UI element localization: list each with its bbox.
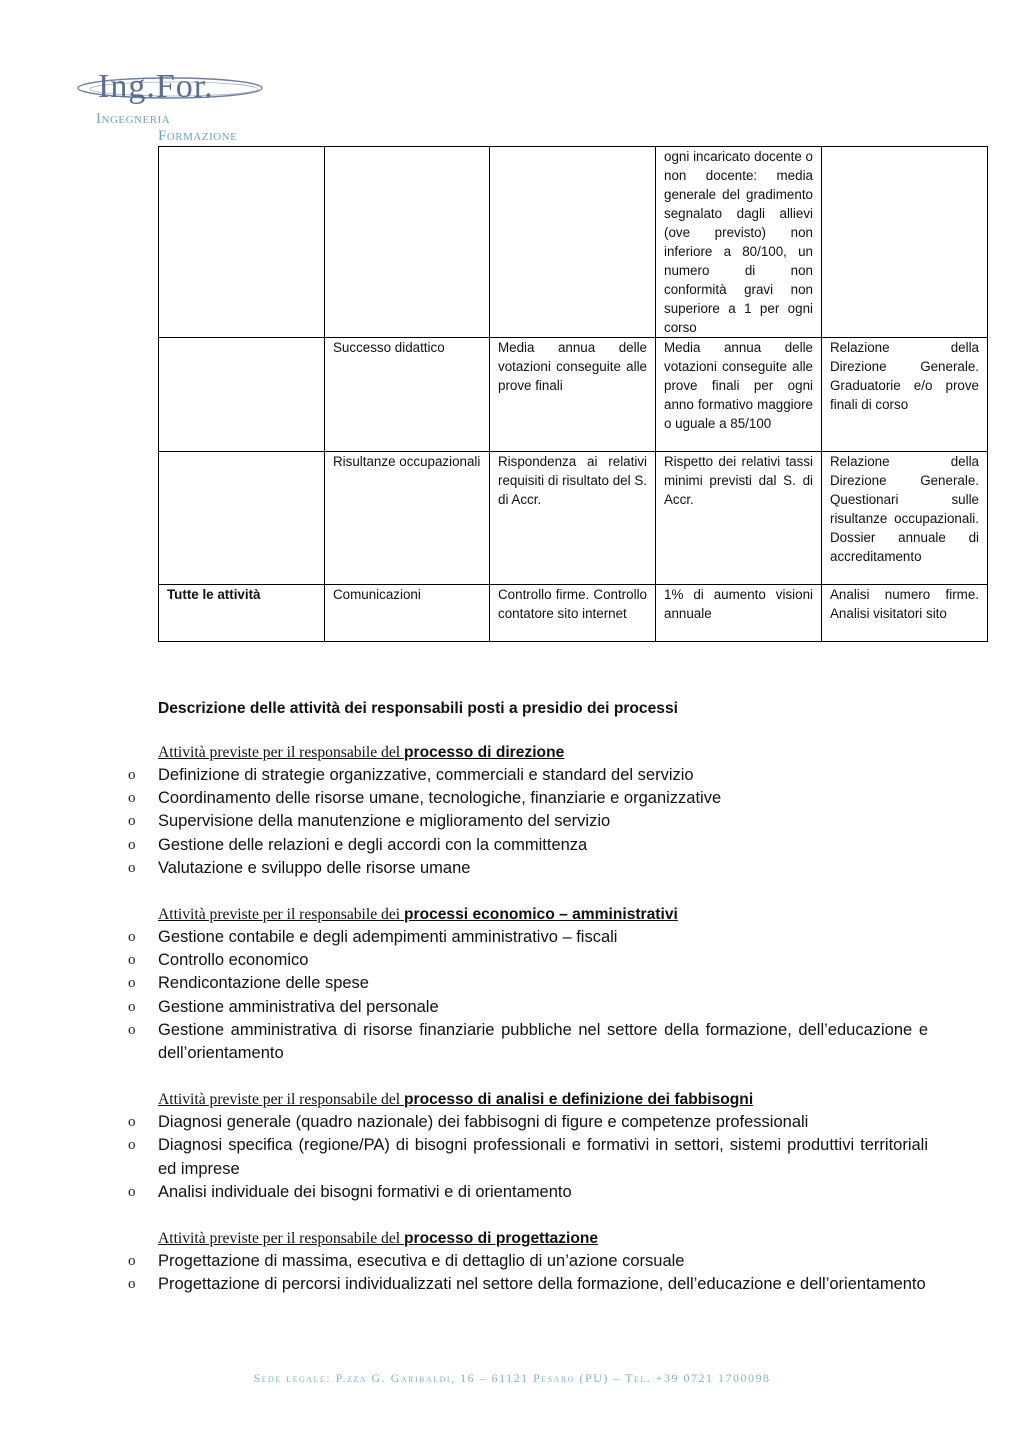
bullet-circle-icon: o [128, 975, 136, 992]
list-item-text: Valutazione e sviluppo delle risorse umane [158, 858, 471, 877]
table-row [159, 452, 988, 585]
table-row [159, 585, 988, 642]
table-cell: Rispetto dei relativi tassi minimi previsti dal S. di Accr. [656, 452, 822, 585]
table-cell: Risultanze occupazionali [325, 452, 490, 585]
process-name: processo di analisi e definizione dei fabbisogni [403, 1091, 754, 1109]
bullet-circle-icon: o [128, 859, 136, 876]
table-cell: Relazione della Direzione Generale. Questionari sulle risultanze occupazionali. Dossier annuale di accreditamento [822, 452, 988, 585]
kpi-table [158, 146, 988, 642]
process-section [128, 903, 928, 1065]
section-heading: Descrizione delle attività dei responsabili posti a presidio dei processi [158, 700, 678, 717]
process-name: processo di progettazione [403, 1230, 599, 1248]
activity-list [128, 1111, 928, 1204]
list-item-text: Gestione contabile e degli adempimenti amministrativo – fiscali [158, 928, 618, 947]
bullet-circle-icon: o [128, 1021, 136, 1038]
subheading-prefix: Attività previste per il responsabile del [158, 1091, 404, 1109]
list-item-text: Gestione delle relazioni e degli accordi con la committenza [158, 835, 588, 854]
process-subheading [158, 1227, 928, 1250]
process-subheading [158, 903, 928, 926]
logo-tagline-1: Ingegneria [96, 111, 171, 127]
bullet-circle-icon: o [128, 813, 136, 830]
list-item [128, 857, 928, 880]
list-item [128, 1250, 928, 1273]
activity-list [128, 764, 928, 880]
process-name: processo di direzione [403, 744, 565, 761]
table-cell: Rispondenza ai relativi requisiti di risultato del S. di Accr. [490, 452, 656, 585]
list-item [128, 949, 928, 972]
bullet-circle-icon: o [128, 1253, 136, 1270]
subheading-prefix: Attività previste per il responsabile del [158, 1230, 404, 1248]
list-item-text: Diagnosi generale (quadro nazionale) dei fabbisogni di figure e competenze professionali [158, 1113, 809, 1132]
list-item [128, 1181, 928, 1204]
activity-list [128, 1250, 928, 1296]
bullet-circle-icon: o [128, 836, 136, 853]
bullet-circle-icon: o [128, 1276, 136, 1293]
process-section [128, 1227, 928, 1296]
list-item-text: Analisi individuale dei bisogni formativi e di orientamento [158, 1182, 572, 1201]
list-item-text: Coordinamento delle risorse umane, tecnologiche, finanziarie e organizzative [158, 789, 722, 808]
page-footer: Sede legale: P.zza G. Garibaldi, 16 – 61121 Pesaro (PU) – Tel. +39 0721 1700098 [253, 1371, 771, 1385]
list-item [128, 1134, 928, 1180]
list-item-text: Gestione amministrativa del personale [158, 997, 439, 1016]
list-item-text: Progettazione di massima, esecutiva e di dettaglio di un’azione corsuale [158, 1252, 685, 1271]
list-item-text: Diagnosi specifica (regione/PA) di bisogni professionali e formativi in settori, sistemi produttivi territoriali ed imprese [158, 1136, 928, 1178]
table-cell [159, 338, 325, 452]
subheading-prefix: Attività previste per il responsabile dei [158, 906, 404, 924]
table-cell: Analisi numero firme. Analisi visitatori sito [822, 585, 988, 642]
table-cell: Media annua delle votazioni conseguite alle prove finali [490, 338, 656, 452]
bullet-circle-icon: o [128, 1137, 136, 1154]
process-subheading [158, 1088, 928, 1111]
bullet-circle-icon: o [128, 767, 136, 783]
process-section [128, 1088, 928, 1204]
company-logo [70, 62, 270, 146]
bullet-circle-icon: o [128, 998, 136, 1015]
process-subheading [158, 741, 928, 764]
list-item [128, 787, 928, 810]
list-item-text: Supervisione della manutenzione e miglioramento del servizio [158, 812, 611, 831]
table-cell [490, 147, 656, 338]
list-item-text: Definizione di strategie organizzative, commerciali e standard del servizio [158, 766, 694, 784]
subheading-prefix: Attività previste per il responsabile del [158, 744, 404, 761]
logo-tagline-2: Formazione [158, 128, 238, 144]
list-item [128, 926, 928, 949]
bullet-circle-icon: o [128, 1183, 136, 1200]
list-item-text: Gestione amministrativa di risorse finanziarie pubbliche nel settore della formazione, dell’educazione e dell’orientamento [158, 1020, 928, 1063]
table-row [159, 147, 988, 338]
bullet-circle-icon: o [128, 929, 136, 946]
table-cell [325, 147, 490, 338]
table-cell [822, 147, 988, 338]
table-cell: Controllo firme. Controllo contatore sito internet [490, 585, 656, 642]
bullet-circle-icon: o [128, 952, 136, 969]
list-item [128, 996, 928, 1019]
list-item-text: Controllo economico [158, 951, 309, 970]
table-cell: Media annua delle votazioni conseguite alle prove finali per ogni anno formativo maggiore o uguale a 85/100 [656, 338, 822, 452]
list-item [128, 972, 928, 995]
list-item-text: Progettazione di percorsi individualizzati nel settore della formazione, dell’educazione e dell’orientamento [158, 1275, 926, 1294]
table-cell: Relazione della Direzione Generale. Graduatorie e/o prove finali di corso [822, 338, 988, 452]
list-item [128, 1273, 928, 1296]
list-item [128, 764, 928, 787]
logo-wordmark: Ing.For. [98, 68, 214, 105]
table-cell [159, 452, 325, 585]
table-cell: Comunicazioni [325, 585, 490, 642]
list-item-text: Rendicontazione delle spese [158, 974, 369, 993]
table-cell: Successo didattico [325, 338, 490, 452]
list-item [128, 1019, 928, 1065]
table-cell: ogni incaricato docente o non docente: media generale del gradimento segnalato dagli allievi (ove previsto) non inferiore a 80/100, un numero di non conformità gravi non superiore a 1 per ogni corso [656, 147, 822, 338]
bullet-circle-icon: o [128, 790, 136, 807]
table-cell [159, 147, 325, 338]
table-cell: Tutte le attività [159, 585, 325, 642]
list-item [128, 834, 928, 857]
table-row [159, 338, 988, 452]
table-cell: 1% di aumento visioni annuale [656, 585, 822, 642]
process-section [128, 741, 928, 880]
process-name: processi economico – amministrativi [403, 906, 678, 924]
list-item [128, 810, 928, 833]
bullet-circle-icon: o [128, 1114, 136, 1131]
list-item [128, 1111, 928, 1134]
process-descriptions [128, 700, 928, 1296]
activity-list [128, 926, 928, 1065]
